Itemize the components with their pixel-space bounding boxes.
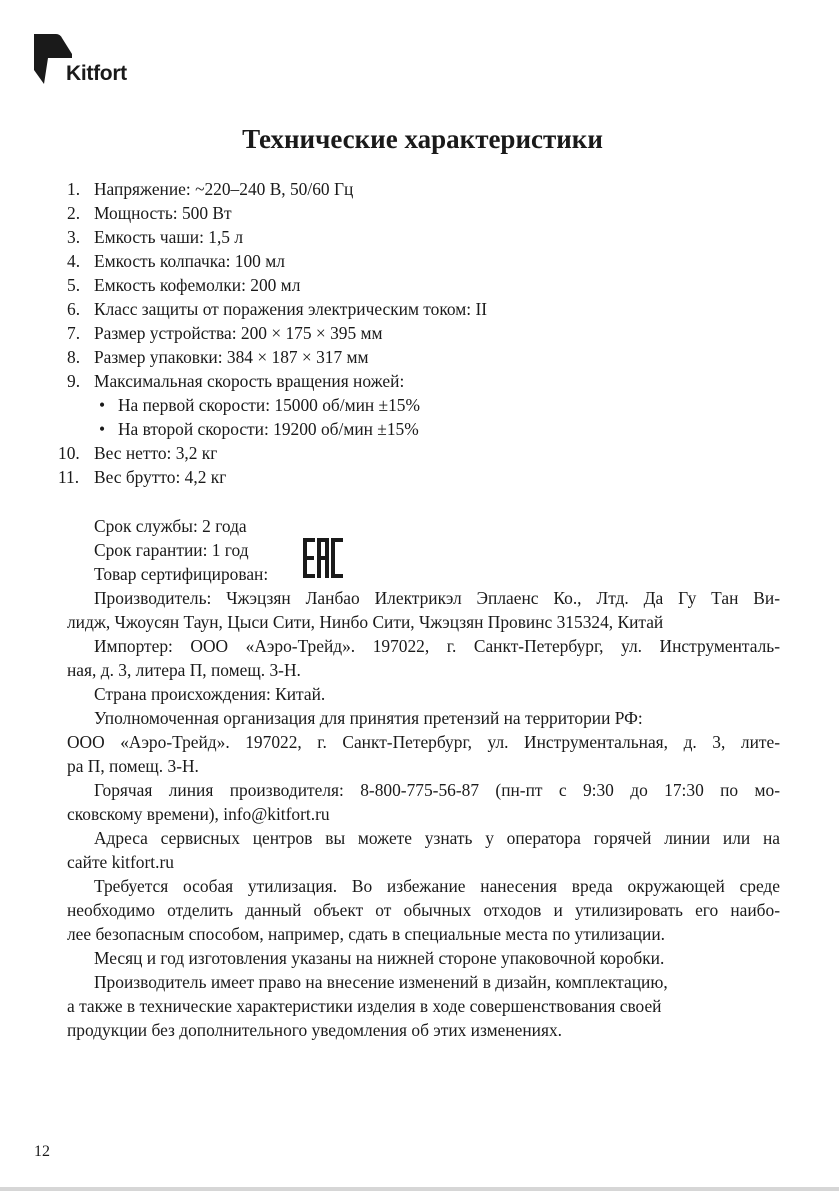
hotline-paragraph <box>67 778 780 826</box>
text-line: Производитель имеет право на внесение изменений в дизайн, комплектацию, <box>94 972 668 992</box>
spec-number: 3. <box>67 227 81 247</box>
text-line: сайте kitfort.ru <box>67 852 174 872</box>
text-line: Адреса сервисных центров вы можете узнать у оператора горячей линии или на <box>94 828 780 848</box>
spec-text: Размер устройства: 200 × 175 × 395 мм <box>94 323 383 343</box>
text-line: Месяц и год изготовления указаны на нижней стороне упаковочной коробки. <box>94 948 665 968</box>
spec-number: 1. <box>67 179 81 199</box>
text-line: сковскому времени), info@kitfort.ru <box>67 804 330 824</box>
text-line: ООО «Аэро-Трейд». 197022, г. Санкт-Петербург, ул. Инструментальная, д. 3, лите- <box>67 732 780 752</box>
spec-text: Класс защиты от поражения электрическим током: II <box>94 299 488 319</box>
speed-item <box>67 417 487 441</box>
warranty-period: Срок гарантии: 1 год <box>94 540 249 560</box>
service-life: Срок службы: 2 года <box>94 516 247 536</box>
spec-item <box>67 369 487 393</box>
service-centers-paragraph <box>67 826 780 874</box>
text-line: ра П, помещ. 3-Н. <box>67 756 199 776</box>
importer-paragraph <box>67 634 780 682</box>
spec-text: Емкость чаши: 1,5 л <box>94 227 244 247</box>
text-line: а также в технические характеристики изделия в ходе совершенствования своей <box>67 996 662 1016</box>
spec-item <box>67 273 487 297</box>
speed-item <box>67 393 487 417</box>
speed-text: На первой скорости: 15000 об/мин ±15% <box>118 395 420 415</box>
bullet-icon: • <box>99 395 106 415</box>
page-title: Технические характеристики <box>242 124 603 154</box>
spec-number: 11. <box>58 467 80 487</box>
spec-item <box>58 441 487 465</box>
text-line: Требуется особая утилизация. Во избежание нанесения вреда окружающей среде <box>94 876 780 896</box>
spec-item <box>67 249 487 273</box>
brand-name: Kitfort <box>66 62 127 85</box>
certified-label: Товар сертифицирован: <box>94 564 269 584</box>
text-line: Страна происхождения: Китай. <box>94 684 326 704</box>
spec-text: Максимальная скорость вращения ножей: <box>94 371 405 391</box>
spec-text: Емкость кофемолки: 200 мл <box>94 275 301 295</box>
speed-text: На второй скорости: 19200 об/мин ±15% <box>118 419 419 439</box>
spec-item <box>67 201 487 225</box>
eac-mark-icon <box>303 538 343 578</box>
page-number: 12 <box>34 1143 50 1160</box>
text-line: Горячая линия производителя: 8-800-775-56-87 (пн-пт с 9:30 до 17:30 по мо- <box>94 780 780 800</box>
service-info <box>67 514 268 586</box>
text-line: ная, д. 3, литера П, помещ. 3-Н. <box>67 660 301 680</box>
spec-number: 7. <box>67 323 81 343</box>
text-line: лее безопасным способом, например, сдать в специальные места по утилизации. <box>67 924 665 944</box>
spec-number: 8. <box>67 347 81 367</box>
spec-item <box>67 297 487 321</box>
spec-number: 5. <box>67 275 81 295</box>
spec-text: Емкость колпачка: 100 мл <box>94 251 285 271</box>
text-line: Импортер: ООО «Аэро-Трейд». 197022, г. Санкт-Петербург, ул. Инструменталь- <box>94 636 780 656</box>
kitfort-logo <box>32 32 142 88</box>
text-line: лидж, Чжоусян Таун, Цыси Сити, Нинбо Сити, Чжэцзян Провинс 315324, Китай <box>67 612 664 632</box>
authorized-org-paragraph <box>67 706 780 778</box>
spec-text: Напряжение: ~220–240 В, 50/60 Гц <box>94 179 354 199</box>
text-line: Производитель: Чжэцзян Ланбао Илектрикэл Эплаенс Ко., Лтд. Да Гу Тан Ви- <box>94 588 780 608</box>
spec-item <box>67 345 487 369</box>
spec-item <box>67 321 487 345</box>
spec-item <box>58 465 487 489</box>
disposal-paragraph <box>67 874 780 946</box>
spec-item <box>67 225 487 249</box>
spec-text: Вес нетто: 3,2 кг <box>94 443 218 463</box>
bottom-divider <box>0 1187 839 1191</box>
spec-number: 10. <box>58 443 80 463</box>
text-line: Уполномоченная организация для принятия претензий на территории РФ: <box>94 708 643 728</box>
spec-list <box>58 177 488 489</box>
text-line: продукции без дополнительного уведомления об этих изменениях. <box>67 1020 563 1040</box>
spec-number: 2. <box>67 203 81 223</box>
spec-item <box>67 177 487 201</box>
spec-number: 6. <box>67 299 81 319</box>
manufacture-date-paragraph <box>67 946 780 970</box>
spec-text: Вес брутто: 4,2 кг <box>94 467 227 487</box>
origin-paragraph <box>67 682 780 706</box>
text-line: необходимо отделить данный объект от обычных отходов и утилизировать его наибо- <box>67 900 780 920</box>
bullet-icon: • <box>99 419 106 439</box>
changes-paragraph <box>67 970 780 1042</box>
manufacturer-paragraph <box>67 586 780 634</box>
spec-number: 4. <box>67 251 81 271</box>
spec-text: Размер упаковки: 384 × 187 × 317 мм <box>94 347 369 367</box>
spec-text: Мощность: 500 Вт <box>94 203 232 223</box>
certification-line <box>67 562 268 586</box>
spec-number: 9. <box>67 371 81 391</box>
